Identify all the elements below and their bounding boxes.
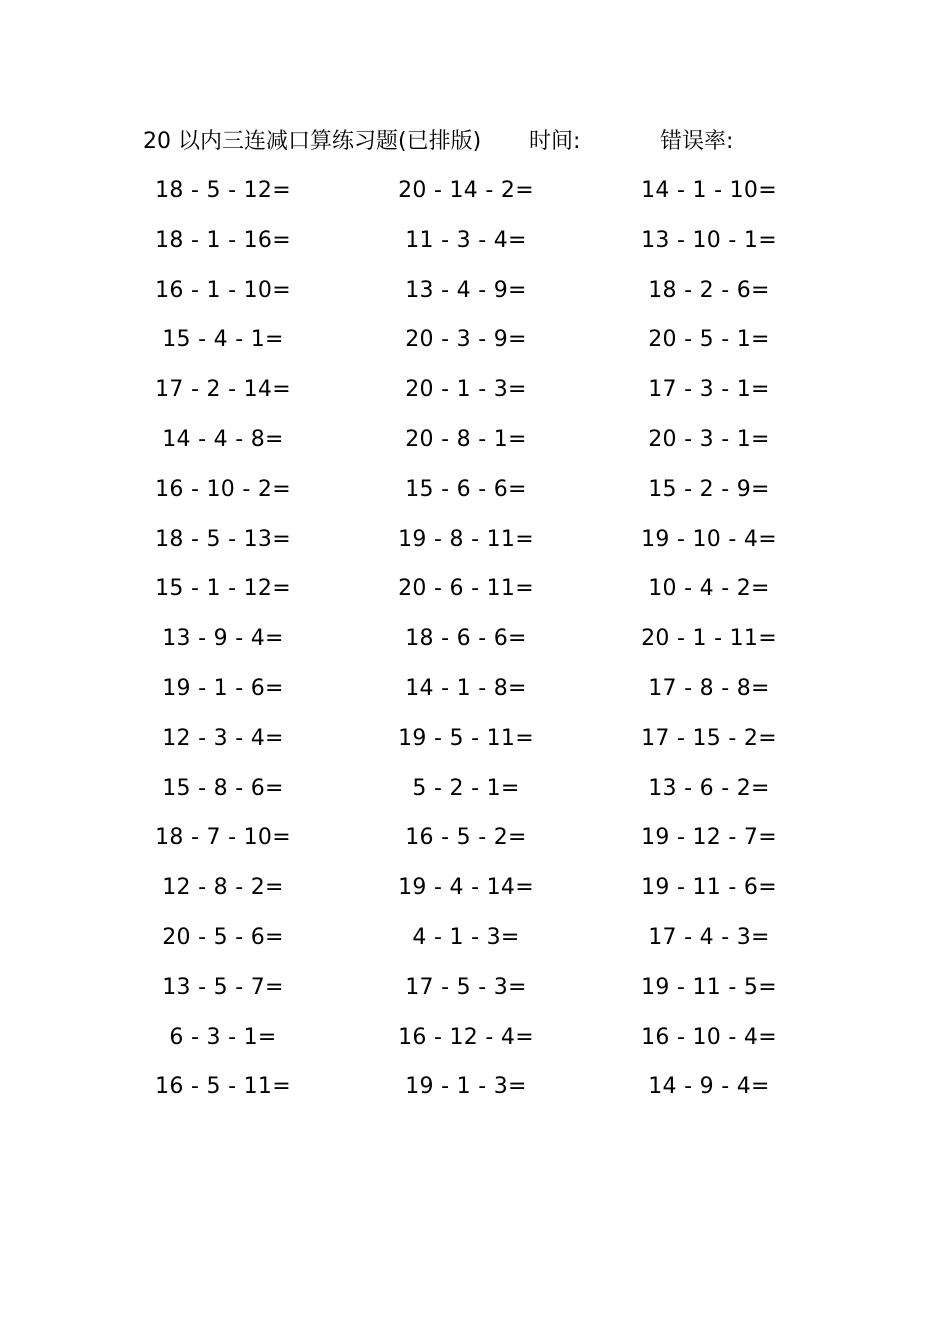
subtraction-problem: 16 - 5 - 11= <box>155 1074 291 1100</box>
subtraction-problem: 17 - 15 - 2= <box>641 725 777 751</box>
subtraction-problem: 13 - 10 - 1= <box>641 227 777 253</box>
problem-row <box>0 622 950 672</box>
subtraction-problem: 4 - 1 - 3= <box>412 924 520 950</box>
subtraction-problem: 19 - 11 - 6= <box>641 875 777 901</box>
subtraction-problem: 15 - 4 - 1= <box>162 327 284 353</box>
problem-row <box>0 821 950 871</box>
problem-row <box>0 921 950 971</box>
problem-row <box>0 323 950 373</box>
subtraction-problem: 14 - 4 - 8= <box>162 426 284 452</box>
subtraction-problem: 5 - 2 - 1= <box>412 775 520 801</box>
subtraction-problem: 15 - 2 - 9= <box>648 476 770 502</box>
subtraction-problem: 18 - 1 - 16= <box>155 227 291 253</box>
subtraction-problem: 19 - 12 - 7= <box>641 825 777 851</box>
subtraction-problem: 13 - 6 - 2= <box>648 775 770 801</box>
problem-row <box>0 473 950 523</box>
subtraction-problem: 19 - 11 - 5= <box>641 974 777 1000</box>
subtraction-problem: 16 - 10 - 2= <box>155 476 291 502</box>
subtraction-problem: 15 - 8 - 6= <box>162 775 284 801</box>
subtraction-problem: 20 - 8 - 1= <box>405 426 527 452</box>
subtraction-problem: 17 - 3 - 1= <box>648 377 770 403</box>
subtraction-problem: 18 - 7 - 10= <box>155 825 291 851</box>
subtraction-problem: 20 - 5 - 1= <box>648 327 770 353</box>
subtraction-problem: 13 - 9 - 4= <box>162 626 284 652</box>
subtraction-problem: 20 - 6 - 11= <box>398 576 534 602</box>
problem-row <box>0 373 950 423</box>
error-rate-label: 错误率: <box>660 129 734 154</box>
subtraction-problem: 16 - 10 - 4= <box>641 1024 777 1050</box>
subtraction-problem: 20 - 3 - 9= <box>405 327 527 353</box>
subtraction-problem: 18 - 5 - 13= <box>155 526 291 552</box>
subtraction-problem: 17 - 5 - 3= <box>405 974 527 1000</box>
time-label: 时间: <box>529 129 581 154</box>
subtraction-problem: 20 - 3 - 1= <box>648 426 770 452</box>
subtraction-problem: 18 - 5 - 12= <box>155 178 291 203</box>
problem-row <box>0 174 950 224</box>
subtraction-problem: 18 - 6 - 6= <box>405 626 527 652</box>
subtraction-problem: 19 - 4 - 14= <box>398 875 534 901</box>
subtraction-problem: 10 - 4 - 2= <box>648 576 770 602</box>
subtraction-problem: 12 - 3 - 4= <box>162 725 284 751</box>
subtraction-problem: 20 - 1 - 11= <box>641 626 777 652</box>
subtraction-problem: 13 - 5 - 7= <box>162 974 284 1000</box>
subtraction-problem: 18 - 2 - 6= <box>648 277 770 303</box>
subtraction-problem: 17 - 4 - 3= <box>648 924 770 950</box>
subtraction-problem: 17 - 8 - 8= <box>648 675 770 701</box>
problem-row <box>0 1021 950 1071</box>
subtraction-problem: 19 - 1 - 3= <box>405 1074 527 1100</box>
subtraction-problem: 14 - 1 - 10= <box>641 178 777 203</box>
subtraction-problem: 19 - 1 - 6= <box>162 675 284 701</box>
subtraction-problem: 19 - 10 - 4= <box>641 526 777 552</box>
subtraction-problem: 11 - 3 - 4= <box>405 227 527 253</box>
subtraction-problem: 16 - 12 - 4= <box>398 1024 534 1050</box>
worksheet-title: 20 以内三连减口算练习题(已排版) <box>143 129 482 154</box>
subtraction-problem: 20 - 14 - 2= <box>398 178 534 203</box>
problem-row <box>0 224 950 274</box>
subtraction-problem: 17 - 2 - 14= <box>155 377 291 403</box>
problem-row <box>0 772 950 822</box>
subtraction-problem: 20 - 5 - 6= <box>162 924 284 950</box>
problem-row <box>0 423 950 473</box>
subtraction-problem: 12 - 8 - 2= <box>162 875 284 901</box>
subtraction-problem: 20 - 1 - 3= <box>405 377 527 403</box>
problem-row <box>0 572 950 622</box>
subtraction-problem: 19 - 5 - 11= <box>398 725 534 751</box>
problem-row <box>0 871 950 921</box>
subtraction-problem: 14 - 9 - 4= <box>648 1074 770 1100</box>
problem-row <box>0 971 950 1021</box>
subtraction-problem: 14 - 1 - 8= <box>405 675 527 701</box>
subtraction-problem: 13 - 4 - 9= <box>405 277 527 303</box>
subtraction-problem: 6 - 3 - 1= <box>169 1024 277 1050</box>
problem-row <box>0 1070 950 1120</box>
subtraction-problem: 15 - 1 - 12= <box>155 576 291 602</box>
problem-row <box>0 274 950 324</box>
problem-row <box>0 722 950 772</box>
problem-row <box>0 523 950 573</box>
subtraction-problem: 15 - 6 - 6= <box>405 476 527 502</box>
subtraction-problem: 16 - 5 - 2= <box>405 825 527 851</box>
problem-grid <box>0 174 950 1120</box>
problem-row <box>0 672 950 722</box>
subtraction-problem: 16 - 1 - 10= <box>155 277 291 303</box>
subtraction-problem: 19 - 8 - 11= <box>398 526 534 552</box>
